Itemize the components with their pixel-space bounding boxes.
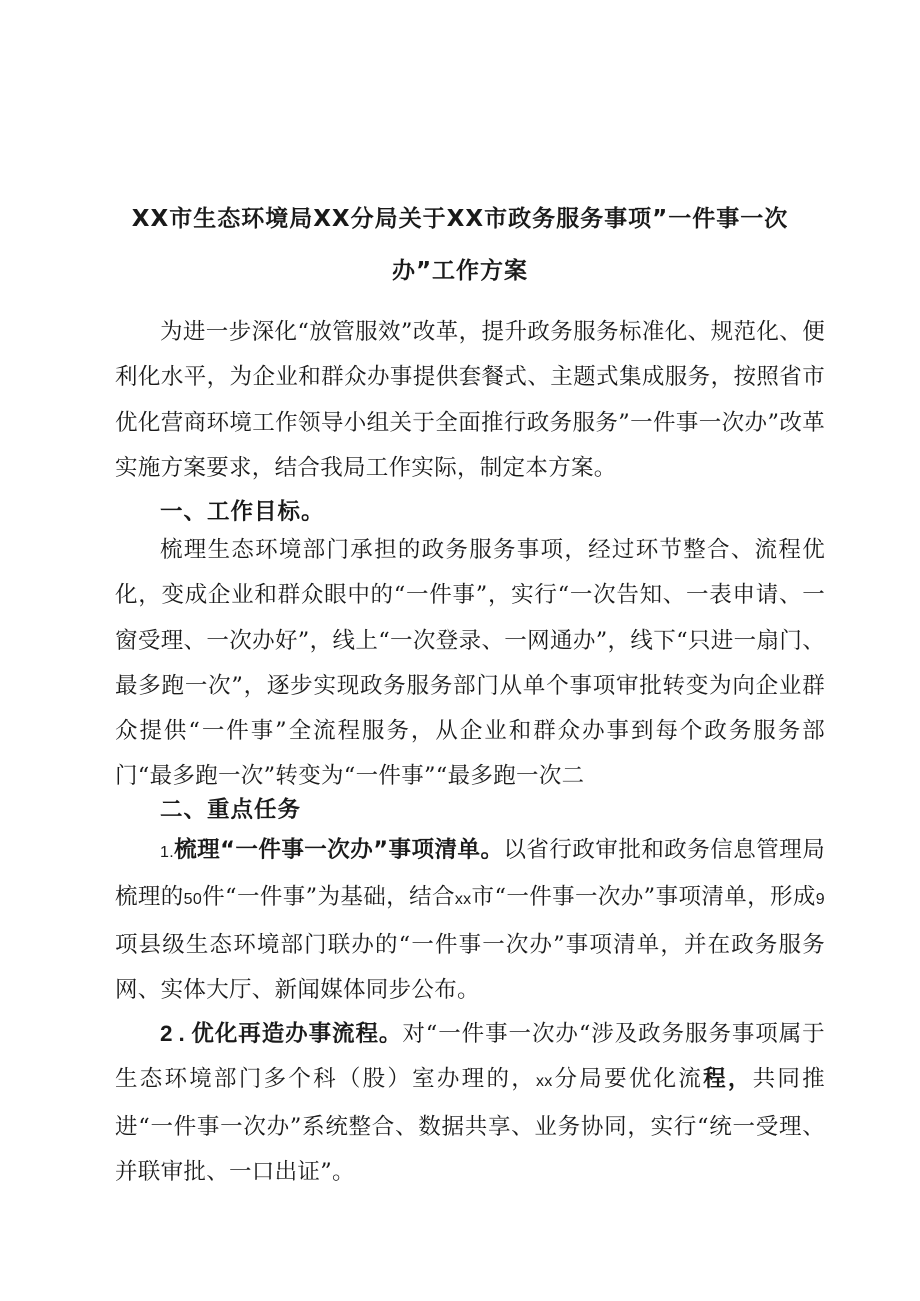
task-2-text-a: 对“一件事一次办“涉及政务服务事项属于生态环境部门多个科（股）室办理的，	[115, 1021, 825, 1093]
task-1-title: 梳理“一件事一次办”事项清单。	[173, 837, 504, 863]
task-1-number: 1.	[160, 844, 174, 861]
task-2-title: 优化再造办事流程。	[190, 1021, 403, 1047]
task-1-text-c: 市“一件事一次办”事项清单，形成	[471, 884, 816, 911]
task-1-text-a: 以省行政审批和政务信息管理局梳理的	[115, 837, 825, 911]
document-title-line-2: 办”工作方案	[391, 258, 529, 284]
section-1-paragraph: 梳理生态环境部门承担的政务服务事项，经过环节整合、流程优化，变成企业和群众眼中的“一件事”，实行“一次告知、一表申请、一窗受理、一次办好”，线上“一次登录、一网通办”，线下“只进一扇门、最多跑一次”，逐步实现政务服务部门从单个事项审批转变为向企业群众提供“一件事”全流程服务，从企业和群众办事到每个政务服务部门“最多跑一次”转变为“一件事”“最多跑一次二	[115, 537, 825, 790]
document-title-line-1: XX市生态环境局XX分局关于XX市政务服务事项”一件事一次	[131, 206, 789, 232]
task-1-paragraph	[115, 828, 825, 1013]
task-1-count-a: 50	[183, 891, 203, 909]
task-2-bold-char: 程，	[703, 1066, 753, 1093]
task-2-number: 2.	[160, 1021, 191, 1046]
task-2-paragraph	[115, 1011, 825, 1195]
section-2-heading: 二、重点任务	[160, 797, 302, 823]
task-2-text-c: 共同推进“一件事一次办”系统整合、数据共享、业务协同，实行“统一受理、并联审批、一口出证”。	[115, 1066, 825, 1185]
task-1-city: xx	[454, 891, 472, 909]
intro-paragraph: 为进一步深化“放管服效”改革，提升政务服务标准化、规范化、便利化水平，为企业和群众办事提供套餐式、主题式集成服务，按照省市优化营商环境工作领导小组关于全面推行政务服务”一件事一次办”改革实施方案要求，结合我局工作实际，制定本方案。	[115, 319, 825, 481]
task-1-text-b: 件“一件事”为基础，结合	[202, 884, 455, 911]
section-1-heading: 一、工作目标。	[160, 499, 325, 525]
task-1-count-b: 9	[815, 891, 825, 909]
task-2-text-b: 分局要优化流	[552, 1066, 704, 1093]
task-2-city: xx	[535, 1073, 553, 1091]
task-1-text-d: 项县级生态环境部门联办的“一件事一次办”事项清单，并在政务服务网、实体大厅、新闻媒体同步公布。	[115, 931, 825, 1003]
